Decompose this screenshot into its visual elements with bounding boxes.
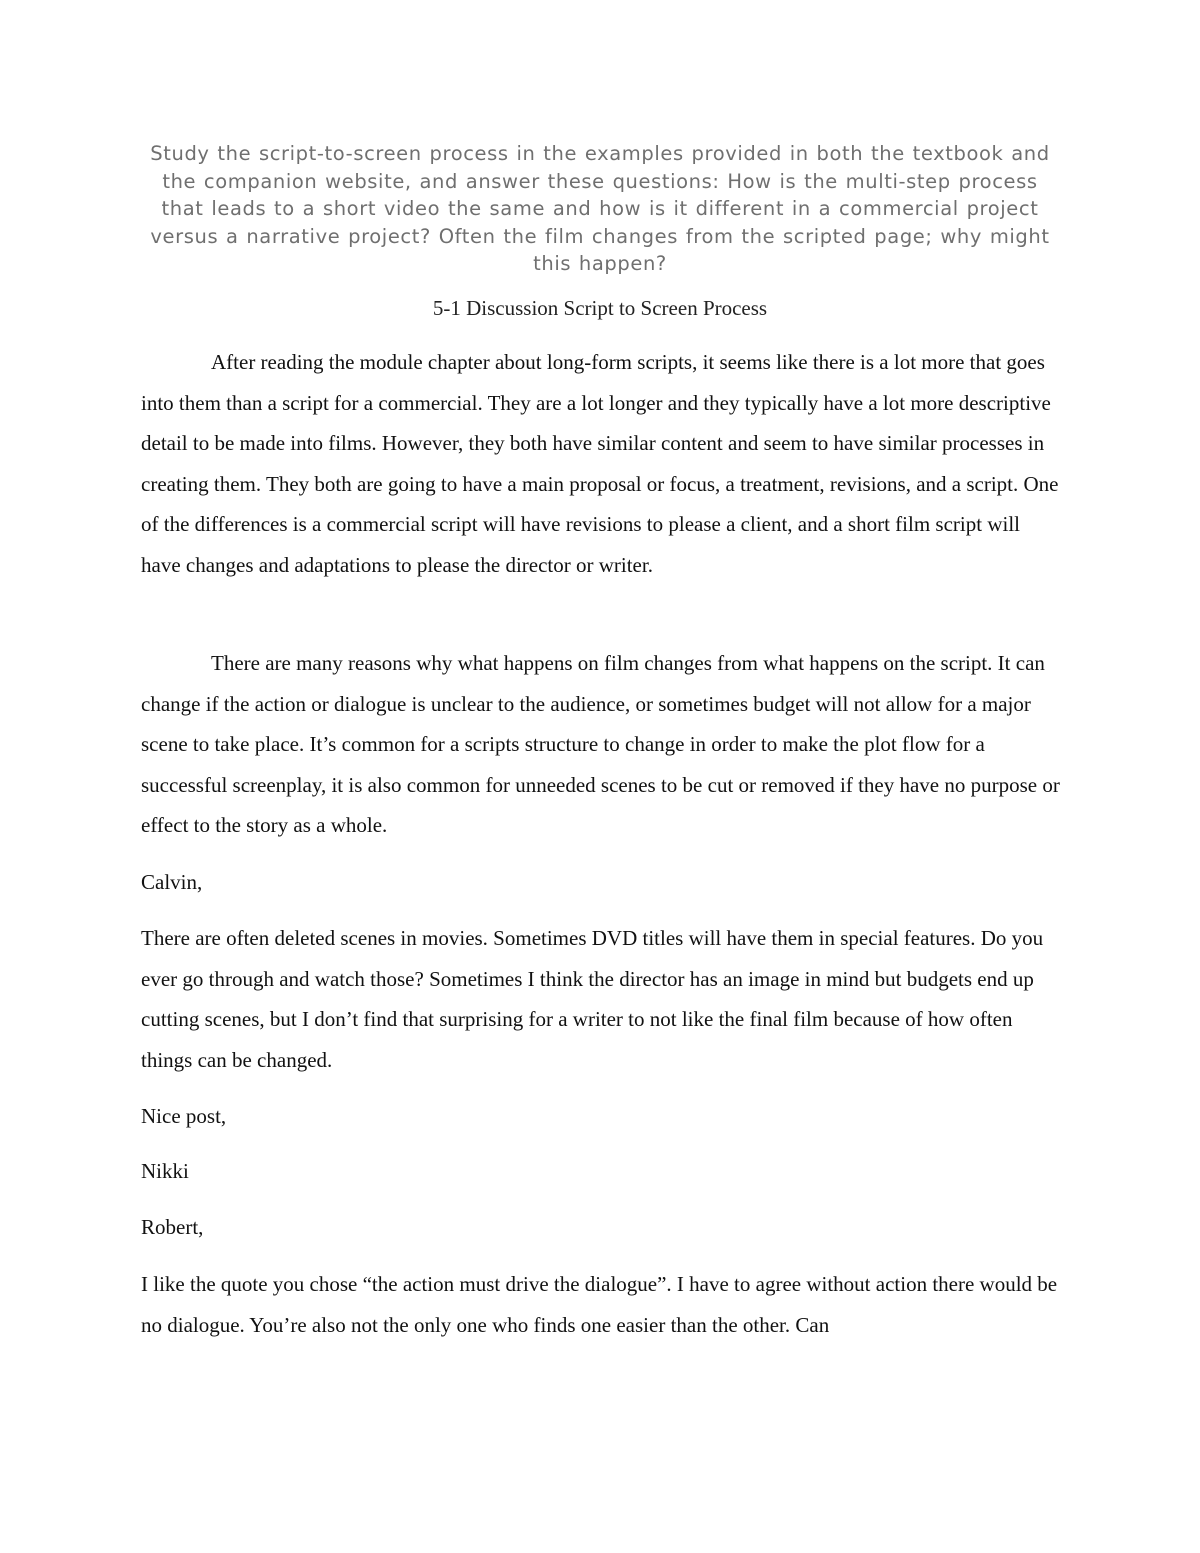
reply-2-greeting: Robert, [141, 1215, 204, 1239]
discussion-paragraph-1: After reading the module chapter about long-form scripts, it seems like there is a lot more that goes into them than a script for a commercial. They are a lot longer and they typically have a lot more descriptive detail to be made into films. However, they both have similar content and seem to have similar processes in creating them. They both are going to have a main proposal or focus, a treatment, revisions, and a script. One of the differences is a commercial script will have revisions to please a client, and a short film script will have changes and adaptations to please the director or writer. [141, 350, 1059, 577]
reply-1-body: There are often deleted scenes in movies. Sometimes DVD titles will have them in special features. Do you ever go through and watch those? Sometimes I think the director has an image in mind but budgets end up cutting scenes, but I don’t find that surprising for a writer to not like the final film because of how often things can be changed. [141, 926, 1044, 1072]
reply-1-signature: Nikki [141, 1159, 189, 1183]
reply-1-greeting: Calvin, [141, 870, 203, 894]
page-title: 5-1 Discussion Script to Screen Process [432, 296, 768, 320]
assignment-prompt: Study the script-to-screen process in the examples provided in both the textbook and the companion website, and answer these questions: How is the multi-step process that leads to a short video the same and how is it different in a commercial project versus a narrative project? Often the film changes from the scripted page; why might this happen? [150, 142, 1050, 275]
discussion-paragraph-2: There are many reasons why what happens on film changes from what happens on the script. It can change if the action or dialogue is unclear to the audience, or sometimes budget will not allow for a major scene to take place. It’s common for a scripts structure to change in order to make the plot flow for a successful screenplay, it is also common for unneeded scenes to be cut or removed if they have no purpose or effect to the story as a whole. [141, 651, 1060, 837]
reply-1-closing: Nice post, [141, 1104, 227, 1128]
reply-2-body: I like the quote you chose “the action must drive the dialogue”. I have to agree without action there would be no dialogue. You’re also not the only one who finds one easier than the other. Can [141, 1272, 1058, 1337]
